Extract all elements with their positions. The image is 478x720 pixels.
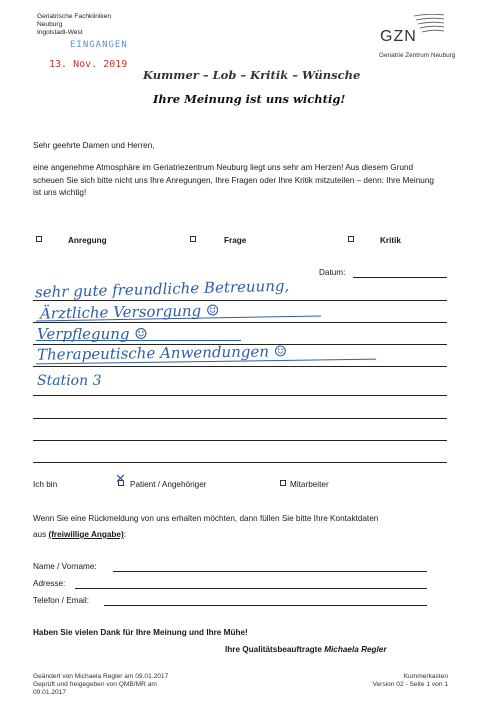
gzn-logo <box>380 14 450 50</box>
logo-text: GZN <box>380 28 417 45</box>
handwriting-line-2: Ärztliche Versorgung ☺ <box>39 301 220 323</box>
contact-intro-2 <box>33 529 126 542</box>
anregung-label: Anregung <box>68 236 107 245</box>
handwriting-line-3: Verpflegung ☺ <box>37 325 148 343</box>
date-field-line[interactable] <box>353 277 447 278</box>
signature-prefix: Ihre Qualitätsbeauftragte <box>225 645 322 654</box>
phone-field[interactable] <box>104 605 427 606</box>
date-stamp: 13. Nov. 2019 <box>49 59 128 70</box>
patient-checkbox[interactable] <box>115 472 130 492</box>
handwriting-line-4: Therapeutische Anwendungen ☺ <box>36 342 288 364</box>
staff-checkbox[interactable] <box>280 480 286 486</box>
form-title: Kummer – Lob – Kritik – Wünsche <box>143 68 361 82</box>
patient-label: Patient / Angehöriger <box>130 480 207 489</box>
comment-line-5[interactable] <box>33 395 447 396</box>
contact-intro-suffix: : <box>123 530 126 539</box>
footer-approved: Geprüft und freigegeben von QMB/MR am <box>33 681 157 688</box>
org-line-2: Neuburg <box>37 21 63 28</box>
kritik-label: Kritik <box>380 236 401 245</box>
kritik-checkbox[interactable] <box>348 236 354 242</box>
comment-line-2[interactable] <box>33 322 447 323</box>
logo-subtitle: Geriatrie Zentrum Neuburg <box>379 52 456 59</box>
handwriting-line-5: Station 3 <box>37 373 102 389</box>
form-subtitle: Ihre Meinung ist uns wichtig! <box>153 92 346 106</box>
staff-label: Mitarbeiter <box>290 480 329 489</box>
thanks-text: Haben Sie vielen Dank für Ihre Meinung und Ihre Mühe! <box>33 628 248 637</box>
received-stamp: EINGANGEN <box>70 40 128 50</box>
footer-left <box>33 673 168 697</box>
handwriting-underline-2 <box>36 340 241 341</box>
org-name <box>37 13 111 37</box>
role-patient[interactable] <box>115 472 207 492</box>
comment-line-8[interactable] <box>33 462 447 463</box>
address-field[interactable] <box>75 588 427 589</box>
signature <box>225 644 387 657</box>
voluntary-note: (freiwillige Angabe) <box>48 530 124 539</box>
footer-approved-date: 09.01.2017 <box>33 689 67 696</box>
comment-line-6[interactable] <box>33 418 447 419</box>
org-line-1: Geriatrische Fachkliniken <box>37 13 112 20</box>
footer-version: Version 02 - Seite 1 von 1 <box>372 681 448 688</box>
signature-name: Michaela Regler <box>324 645 387 654</box>
handwriting-line-1: sehr gute freundliche Betreuung, <box>34 276 290 302</box>
footer-doc-name: Kummerkasten <box>403 673 448 680</box>
date-label: Datum: <box>319 268 346 277</box>
option-anregung[interactable] <box>36 235 107 248</box>
anregung-checkbox[interactable] <box>36 236 42 242</box>
name-field[interactable] <box>113 571 427 572</box>
org-line-3: Ingolstadt-West <box>37 29 83 36</box>
phone-label: Telefon / Email: <box>33 596 89 605</box>
role-label: Ich bin <box>33 480 58 489</box>
address-label: Adresse: <box>33 579 66 588</box>
frage-label: Frage <box>224 236 247 245</box>
contact-intro-prefix: aus <box>33 530 47 539</box>
comment-line-1[interactable] <box>33 300 447 301</box>
frage-checkbox[interactable] <box>190 236 196 242</box>
role-staff[interactable] <box>280 479 329 492</box>
salutation: Sehr geehrte Damen und Herren, <box>33 141 155 150</box>
name-label: Name / Vorname: <box>33 562 97 571</box>
contact-intro: Wenn Sie eine Rückmeldung von uns erhalten möchten, dann füllen Sie bitte Ihre Kontaktdaten <box>33 514 379 523</box>
footer-changed: Geändert von Michaela Regler am 09.01.2017 <box>33 673 169 680</box>
check-mark-icon: ✕ <box>115 472 126 487</box>
comment-line-7[interactable] <box>33 440 447 441</box>
option-kritik[interactable] <box>348 235 401 248</box>
option-frage[interactable] <box>190 235 246 248</box>
comment-line-4[interactable] <box>33 366 447 367</box>
intro-paragraph: eine angenehme Atmosphäre im Geriatriezentrum Neuburg liegt uns sehr am Herzen! Aus diesem Grund scheuen Sie sich bitte nicht uns Ihre Anregungen, Ihre Fragen oder Ihre Kritik mitzuteilen – denn: Ihre Meinung ist uns wichtig! <box>33 163 434 197</box>
footer-right <box>372 673 448 689</box>
